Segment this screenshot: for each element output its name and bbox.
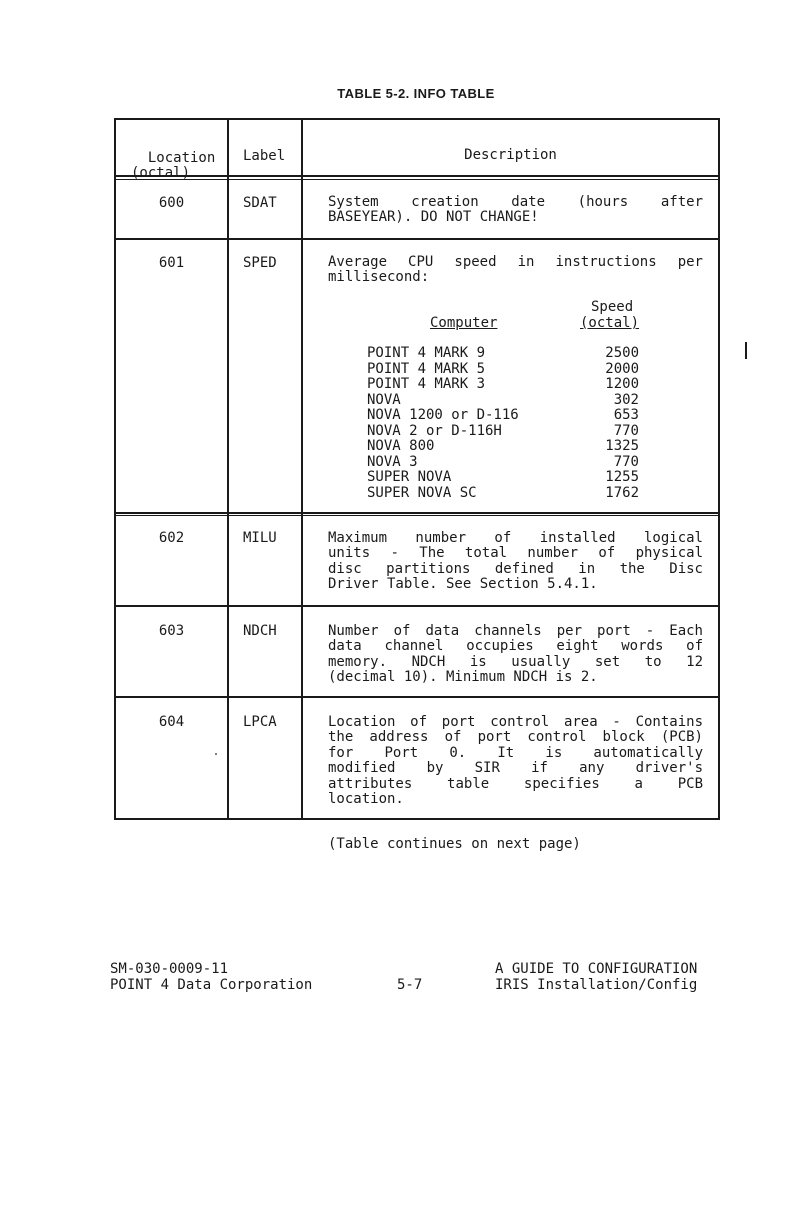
footer-guide-title: A GUIDE TO CONFIGURATION — [495, 961, 698, 977]
footer-doc-number: SM-030-0009-11 — [110, 961, 229, 977]
row-description: Average CPU speed in instructions per millisecond: — [328, 254, 703, 286]
continues-note: (Table continues on next page) — [328, 836, 581, 852]
row-divider — [114, 605, 720, 607]
speed-header: Speed — [591, 299, 634, 315]
row-location: 603 — [158, 623, 185, 639]
row-description: System creation date (hours after BASEYEAR). DO NOT CHANGE! — [328, 194, 703, 226]
header-location: Location (octal) — [131, 149, 216, 181]
speed-row: POINT 4 MARK 9 2500 — [367, 345, 639, 361]
table-border-top — [114, 118, 720, 120]
scan-speck — [215, 753, 217, 755]
row-divider — [114, 238, 720, 240]
row-divider-double — [114, 515, 720, 516]
row-description: Number of data channels per port - Each data channel occupies eight words of memory. NDCH is usually set to 12 (decimal 10). Minimum NDCH is 2. — [328, 623, 703, 686]
speed-row: NOVA 302 — [367, 391, 639, 408]
column-divider-2 — [301, 118, 303, 820]
speed-row: NOVA 3 770 — [367, 453, 639, 470]
speed-row: SUPER NOVA SC 1762 — [367, 484, 639, 501]
row-label: NDCH — [243, 623, 277, 639]
change-bar — [745, 342, 747, 359]
table-border-bottom — [114, 818, 720, 820]
row-label: LPCA — [243, 714, 277, 730]
speed-header-unit: (octal) — [580, 315, 640, 331]
row-label: MILU — [243, 530, 277, 546]
row-description: Location of port control area - Contains the address of port control block (PCB) for Port 0. It is automatically modified by SIR if any driver's attributes table specifies a PCB location. — [328, 714, 703, 808]
computer-header: Computer — [430, 315, 498, 331]
speed-row: NOVA 2 or D-116H 770 — [367, 422, 639, 439]
row-location: 602 — [158, 530, 185, 546]
footer-company: POINT 4 Data Corporation — [110, 977, 313, 993]
row-label: SPED — [243, 255, 277, 271]
row-description: Maximum number of installed logical units - The total number of physical disc partitions defined in the Disc Driver Table. See Section 5.4.1. — [328, 530, 703, 593]
header-description: Description — [464, 147, 557, 163]
speed-row: SUPER NOVA 1255 — [367, 469, 639, 485]
row-label: SDAT — [243, 195, 277, 211]
row-divider — [114, 512, 720, 514]
column-divider-1 — [227, 118, 229, 820]
footer-manual-title: IRIS Installation/Config — [495, 977, 698, 993]
table-border-right — [718, 118, 720, 820]
row-location: 600 — [158, 195, 185, 211]
speed-row: POINT 4 MARK 5 2000 — [367, 360, 639, 377]
header-label: Label — [243, 148, 286, 164]
speed-row: NOVA 800 1325 — [367, 438, 639, 454]
row-location: 604 — [158, 714, 185, 730]
row-divider — [114, 696, 720, 698]
row-location: 601 — [158, 255, 185, 271]
speed-row: POINT 4 MARK 3 1200 — [367, 376, 639, 392]
footer-page-number: 5-7 — [397, 977, 423, 993]
speed-list — [367, 346, 639, 501]
speed-row: NOVA 1200 or D-116 653 — [367, 407, 639, 423]
table-title: TABLE 5-2. INFO TABLE — [337, 86, 495, 101]
